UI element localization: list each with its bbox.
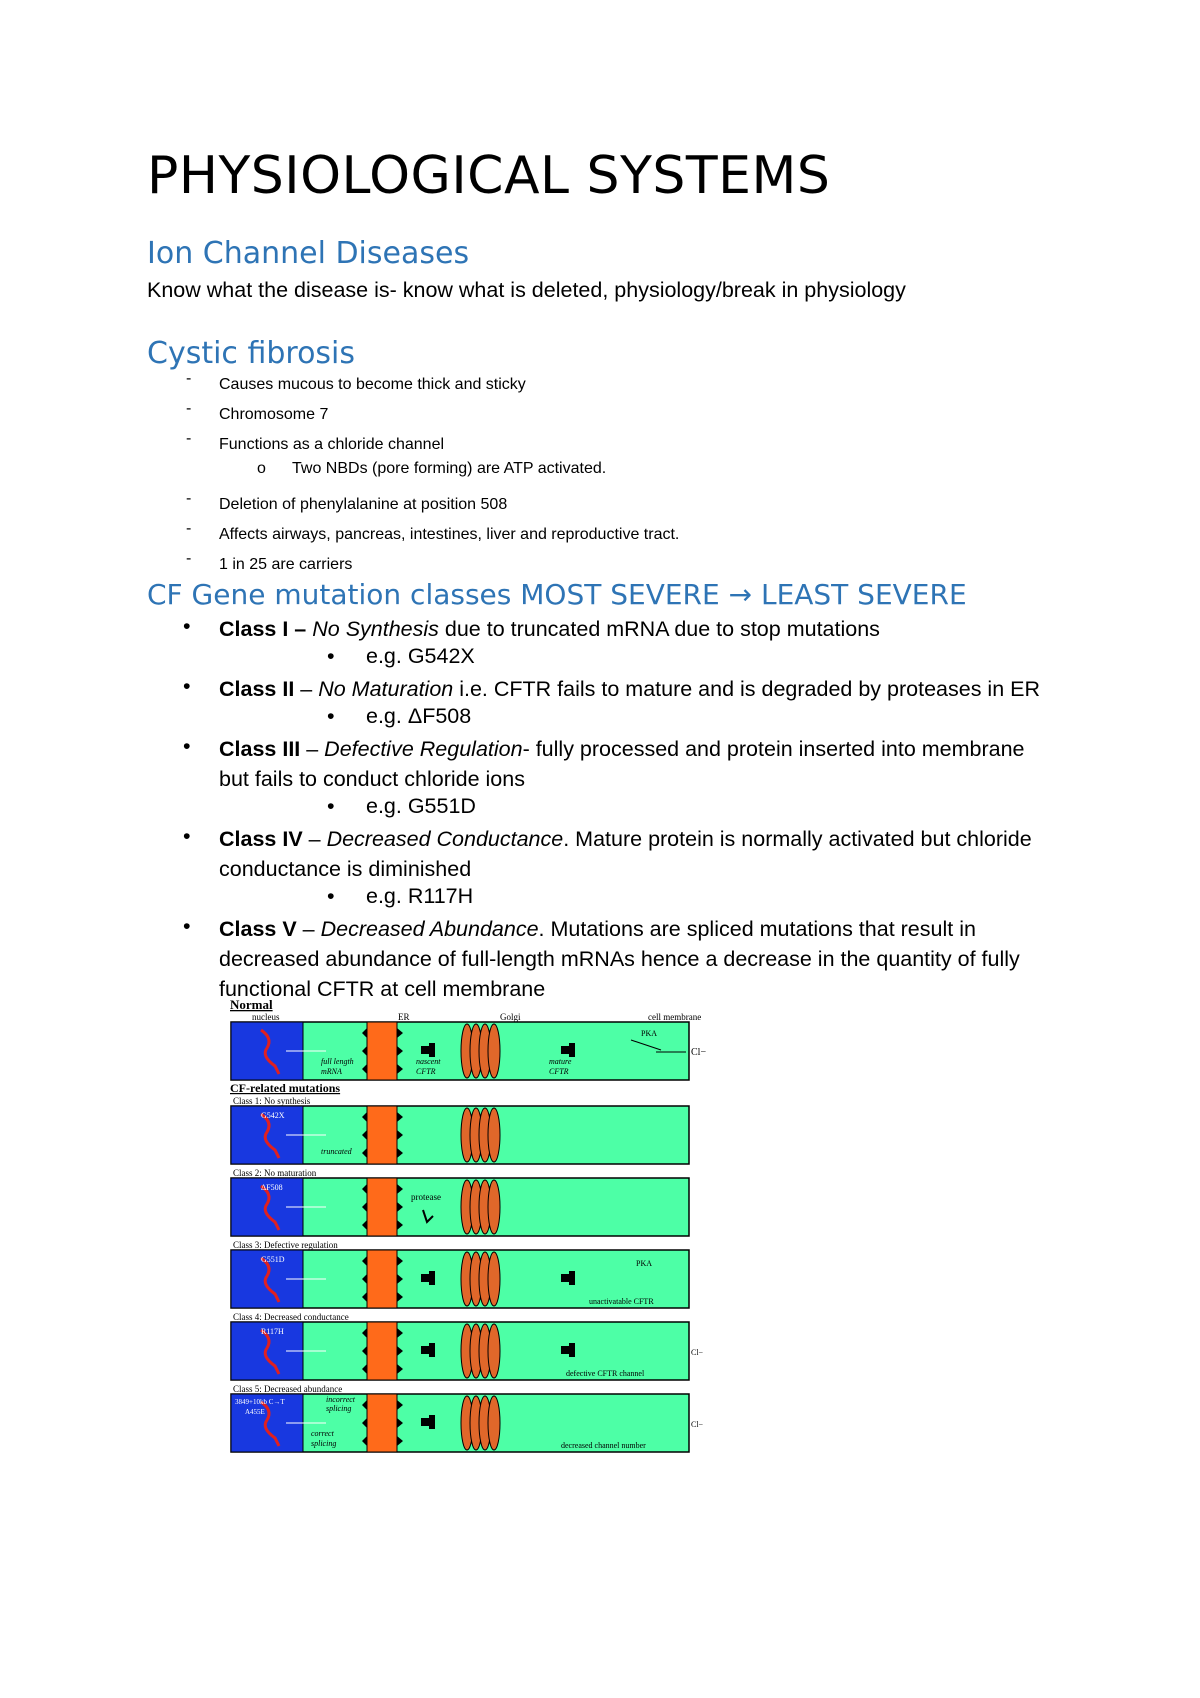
full-length-label: full length [321,1057,354,1066]
cl-label: Cl− [691,1047,707,1058]
mrna-label: mRNA [321,1067,342,1076]
df508-label: ΔF508 [261,1183,283,1192]
g542x-label: G542X [261,1111,285,1120]
g551d-label: G551D [261,1255,285,1264]
nascent-label: nascent [416,1057,441,1066]
pka-label: PKA [641,1029,658,1038]
normal-label: Normal [230,1000,273,1012]
cftr-label: CFTR [549,1067,569,1076]
class1-label: Class 1: No synthesis [233,1096,311,1106]
class4-label: Class 4: Decreased conductance [233,1312,349,1322]
cftr-label: CFTR [416,1067,436,1076]
truncated-label: truncated [321,1147,352,1156]
nucleus-label: nucleus [252,1012,280,1022]
intro-text: Know what the disease is- know what is deleted, physiology/break in physiology [147,278,906,302]
classes-heading: CF Gene mutation classes MOST SEVERE → LEAST SEVERE [147,578,967,611]
unactivatable-label: unactivatable CFTR [589,1297,654,1306]
class5-label: Class 5: Decreased abundance [233,1384,343,1394]
cl-label: Cl− [691,1420,704,1429]
pka-label: PKA [636,1259,653,1268]
class3-label: Class 3: Defective regulation [233,1240,338,1250]
cf-mutations-label: CF-related mutations [230,1081,341,1095]
incorrect-label: incorrect [326,1395,356,1404]
golgi-label: Golgi [500,1012,521,1022]
class2-label: Class 2: No maturation [233,1168,317,1178]
correct-label: correct [311,1429,334,1438]
c5-mutation-label: 3849+10kb C→T [235,1398,285,1406]
cell-membrane-label: cell membrane [648,1012,702,1022]
splicing-label: splicing [311,1439,337,1448]
r117h-label: R117H [261,1327,284,1336]
splicing-label: splicing [326,1404,352,1413]
decreased-label: decreased channel number [561,1441,646,1450]
defective-label: defective CFTR channel [566,1369,645,1378]
er-label: ER [398,1012,410,1022]
page-title: PHYSIOLOGICAL SYSTEMS [147,146,831,206]
cftr-mutation-diagram [230,1000,730,1470]
cystic-fibrosis-heading: Cystic fibrosis [147,336,356,371]
section-heading: Ion Channel Diseases [147,236,470,271]
protease-label: protease [411,1192,441,1202]
cl-label: Cl− [691,1348,704,1357]
mature-label: mature [549,1057,572,1066]
c5-mutation2-label: A455E [245,1408,265,1416]
